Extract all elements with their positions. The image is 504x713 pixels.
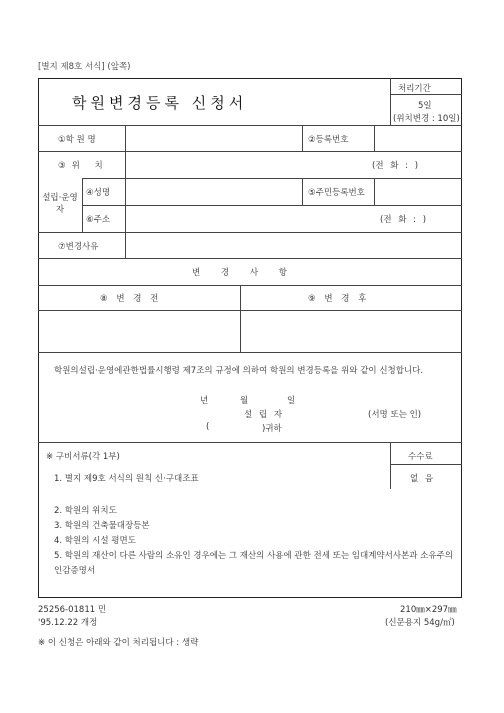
reason-label: ⑦변경사유 bbox=[58, 242, 99, 252]
before-header: ⑧ 변 경 전 bbox=[100, 294, 159, 304]
documents-title: ※ 구비서류(각 1부) bbox=[46, 452, 120, 462]
rule bbox=[390, 94, 462, 95]
rule bbox=[82, 205, 462, 206]
rule bbox=[38, 232, 462, 233]
rule bbox=[390, 78, 391, 125]
processing-label: 처리기간 bbox=[398, 84, 431, 94]
rule bbox=[38, 352, 462, 353]
date-month: 월 bbox=[240, 396, 249, 406]
fee-value: 없 음 bbox=[410, 474, 434, 484]
fee-label: 수수료 bbox=[408, 452, 433, 462]
rule bbox=[38, 151, 462, 152]
document-item: 3. 학원의 건축물대장등본 bbox=[54, 521, 150, 531]
applicant-label: 설 립 자 bbox=[244, 410, 283, 420]
rule bbox=[125, 125, 126, 258]
rule bbox=[302, 125, 303, 151]
name-label: ④성명 bbox=[86, 188, 111, 198]
revision-date: '95.12.22 개정 bbox=[38, 618, 98, 628]
phone-field: (전 화 : ) bbox=[372, 161, 419, 171]
after-header: ⑨ 변 경 후 bbox=[308, 294, 367, 304]
addressee-open: ( bbox=[206, 422, 210, 432]
rule bbox=[390, 442, 391, 489]
date-year: 년 bbox=[200, 396, 209, 406]
location-label: ③위 치 bbox=[58, 161, 109, 171]
signature-note: (서명 또는 인) bbox=[368, 410, 422, 420]
rule bbox=[38, 125, 462, 126]
resident-no-label: ⑤주민등록번호 bbox=[308, 188, 365, 198]
processing-note-footer: ※ 이 신청은 아래와 같이 처리됩니다 : 생략 bbox=[38, 638, 199, 648]
rule bbox=[38, 310, 462, 311]
rule bbox=[38, 258, 462, 259]
document-item: 2. 학원의 위치도 bbox=[54, 506, 117, 516]
document-item: 4. 학원의 시설 평면도 bbox=[54, 536, 136, 546]
rule bbox=[38, 285, 462, 286]
addressee-close: )귀하 bbox=[262, 424, 282, 434]
document-item: 5. 학원의 재산이 다른 사람의 소유인 경우에는 그 재산의 사용에 관한 전세 또는 임대계약서사본과 소유주의 인감증명서 bbox=[54, 551, 454, 576]
form-title: 학원변경등록 신청서 bbox=[72, 94, 248, 112]
date-day: 일 bbox=[287, 396, 296, 406]
rule bbox=[302, 178, 303, 205]
declaration-text: 학원의설립·운영에관한법률시행령 제7조의 규정에 의하여 학원의 변경등록을 위와 같이 신청합니다. bbox=[54, 366, 424, 376]
form-tag: [별지 제8호 서식] (앞쪽) bbox=[38, 62, 131, 72]
rule bbox=[82, 178, 462, 179]
rule bbox=[240, 285, 241, 352]
rule bbox=[390, 464, 462, 465]
rule bbox=[82, 178, 83, 232]
form-code: 25256-01811 민 bbox=[38, 605, 107, 615]
registration-no-label: ②등록번호 bbox=[308, 135, 349, 145]
academy-name-label: ①학 원 명 bbox=[58, 135, 96, 145]
paper-size: 210㎜×297㎜ bbox=[400, 605, 457, 615]
rule bbox=[374, 178, 375, 205]
processing-days: 5일 bbox=[418, 101, 432, 111]
address-label: ⑥주소 bbox=[86, 215, 111, 225]
changes-header: 변 경 사 항 bbox=[192, 268, 287, 278]
founder-label: 설립·운영자 bbox=[42, 193, 78, 215]
document-item: 1. 별지 제9호 서식의 원칙 신·구대조표 bbox=[54, 474, 199, 484]
phone-field-2: (전 화 : ) bbox=[380, 215, 427, 225]
rule bbox=[374, 125, 375, 151]
processing-note: (위치변경 : 10일) bbox=[393, 114, 460, 124]
paper-type: (신문용지 54g/㎡) bbox=[385, 618, 455, 628]
rule bbox=[38, 442, 462, 443]
